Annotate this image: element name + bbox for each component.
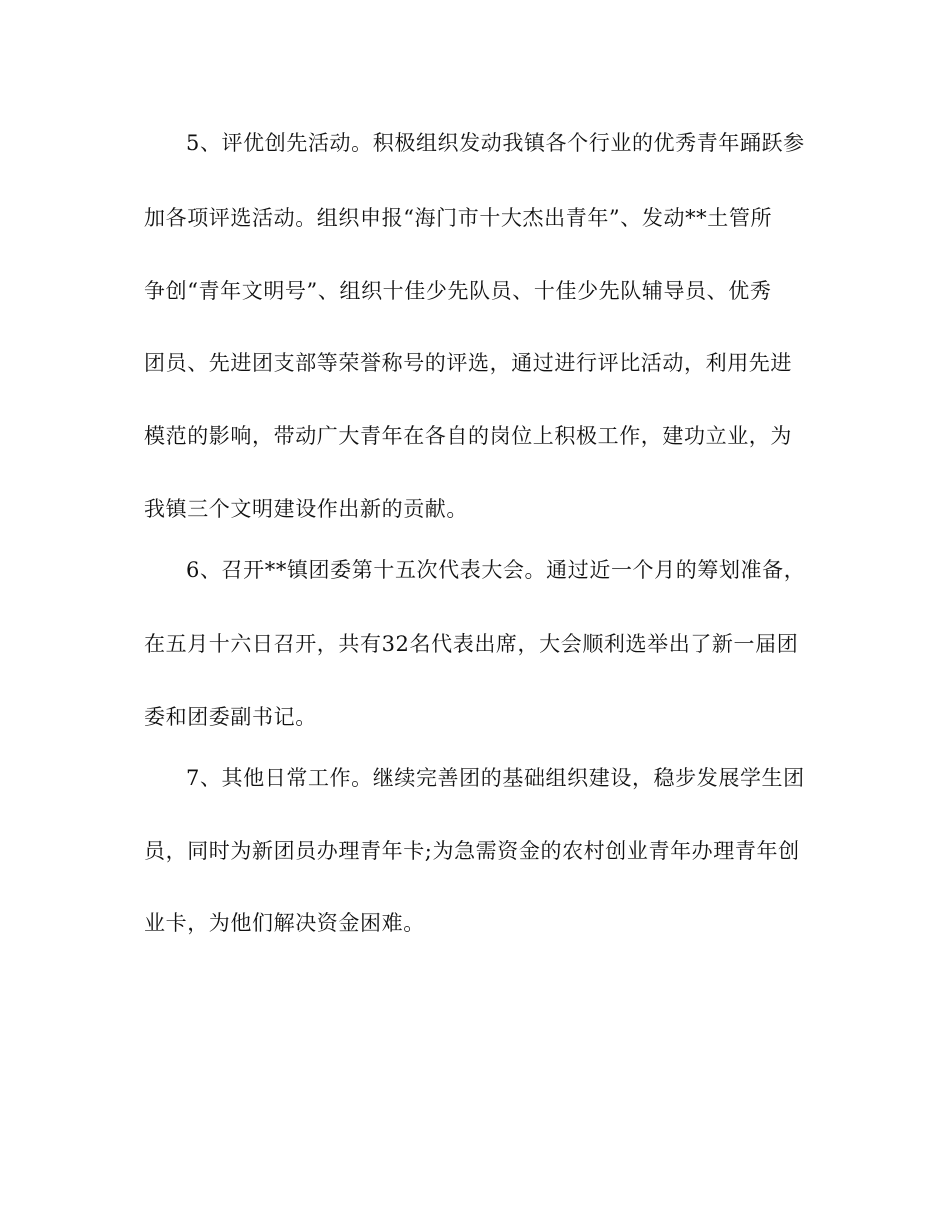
paragraph-line: 争创“青年文明号”、组织十佳少先队员、十佳少先队辅导员、优秀	[144, 279, 772, 303]
paragraph-line: 我镇三个文明建设作出新的贡献。	[144, 497, 468, 521]
paragraph-line: 在五月十六日召开，共有32名代表出席，大会顺利选举出了新一届团	[144, 632, 799, 656]
paragraph-line: 委和团委副书记。	[144, 705, 317, 729]
paragraph-line: 模范的影响，带动广大青年在各自的岗位上积极工作，建功立业，为	[144, 424, 792, 448]
paragraph-line: 6、召开**镇团委第十五次代表大会。通过近一个月的筹划准备，	[186, 558, 806, 582]
paragraph-line: 加各项评选活动。组织申报“海门市十大杰出青年”、发动**土管所	[144, 206, 773, 230]
paragraph-line: 7、其他日常工作。继续完善团的基础组织建设，稳步发展学生团	[186, 766, 805, 790]
paragraph-line: 业卡，为他们解决资金困难。	[144, 911, 425, 935]
paragraph-line: 5、评优创先活动。积极组织发动我镇各个行业的优秀青年踊跃参	[186, 131, 805, 155]
paragraph-line: 团员、先进团支部等荣誉称号的评选，通过进行评比活动，利用先进	[144, 351, 792, 375]
paragraph-line: 员，同时为新团员办理青年卡;为急需资金的农村创业青年办理青年创	[144, 839, 800, 863]
